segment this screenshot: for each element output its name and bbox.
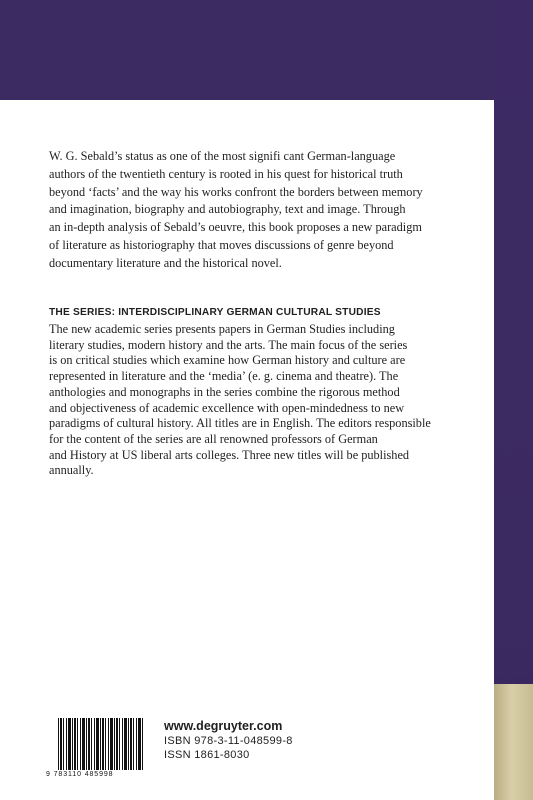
- issn-number: ISSN 1861-8030: [164, 749, 250, 761]
- isbn-number: ISBN 978-3-11-048599-8: [164, 735, 293, 747]
- series-heading: THE SERIES: INTERDISCIPLINARY GERMAN CULTURAL STUDIES: [49, 307, 381, 318]
- publisher-info: [164, 718, 293, 762]
- right-purple-band: [494, 0, 533, 800]
- series-description: The new academic series presents papers in German Studies including literary studies, modern history and the arts. The main focus of the series is on critical studies which examine how German history and culture are represented in literature and the ‘media’ (e. g. cinema and theatre). The anthologies and monographs in the series combine the rigorous method and objectiveness of academic excellence with open-mindedness to new paradigms of cultural history. All titles are in English. The editors responsible for the content of the series are all renowned professors of German and History at US liberal arts colleges. Three new titles will be published annually.: [49, 322, 431, 478]
- book-blurb: W. G. Sebald’s status as one of the most signifi cant German-language authors of the twentieth century is rooted in his quest for historical truth beyond ‘facts’ and the way his works confront the borders between memory and imagination, biography and autobiography, text and image. Through an in-depth analysis of Sebald’s oeuvre, this book proposes a new paradigm of literature as historiography that moves discussions of genre beyond documentary literature and the historical novel.: [49, 149, 423, 270]
- top-purple-band: [0, 0, 533, 100]
- gold-accent-strip: [494, 684, 533, 800]
- publisher-url: www.degruyter.com: [164, 719, 283, 733]
- isbn-barcode: [42, 714, 148, 786]
- barcode-digits: 9 783110 485998: [46, 771, 114, 778]
- barcode-bars: [58, 718, 144, 770]
